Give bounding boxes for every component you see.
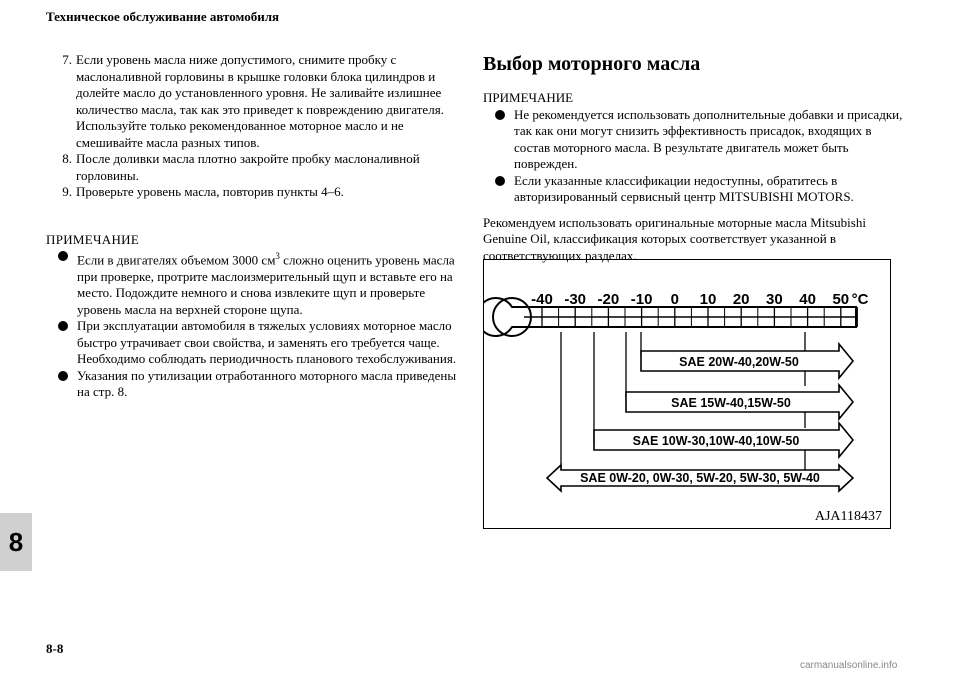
temperature-label: 0	[670, 291, 679, 308]
grade-label: SAE 20W-40,20W-50	[679, 355, 799, 369]
item-number: 7.	[62, 52, 72, 67]
right-column	[483, 52, 903, 264]
bullet-text: Если указанные классификации недоступны, обратитесь в авторизированный сервисный центр MITSUBISHI MOTORS.	[514, 172, 854, 204]
temperature-unit-label: °C	[851, 291, 869, 308]
bullet-icon	[46, 248, 68, 318]
temperature-labels	[531, 291, 849, 308]
bullet-icon	[483, 173, 505, 206]
grade-arrow-20w	[641, 344, 853, 378]
grade-arrow-15w	[626, 385, 853, 419]
grade-arrow-10w	[594, 423, 853, 457]
note-heading: ПРИМЕЧАНИЕ	[483, 90, 574, 105]
bullet-icon	[483, 107, 505, 173]
watermark-text: carmanualsonline.info	[800, 660, 898, 671]
note-bullet	[483, 107, 903, 173]
note-bullet	[46, 248, 466, 318]
list-item	[46, 151, 466, 184]
oil-viscosity-diagram	[483, 259, 891, 529]
note-bullet	[46, 368, 466, 401]
item-text: Проверьте уровень масла, повторив пункты 4–6.	[76, 184, 344, 199]
left-column	[46, 52, 466, 401]
running-header: Техническое обслуживание автомобиля	[46, 9, 280, 24]
note-bullet	[46, 318, 466, 351]
superscript: 3	[275, 251, 280, 261]
bullet-icon	[46, 368, 68, 401]
temperature-label: 50	[832, 291, 850, 308]
section-title: Выбор моторного масла	[483, 53, 701, 75]
list-item	[46, 52, 466, 151]
note-bullet	[483, 173, 903, 206]
grade-label: SAE 10W-30,10W-40,10W-50	[632, 434, 800, 448]
diagram-code: AJA118437	[814, 509, 882, 524]
recommendation-paragraph: Рекомендуем использовать оригинальные моторные масла Mitsubishi Genuine Oil, классификация которых соответствует указанной в соответствующих разделах.	[483, 214, 866, 263]
note-heading: ПРИМЕЧАНИЕ	[46, 231, 140, 247]
bullet-icon	[46, 318, 68, 351]
temperature-label: -10	[630, 291, 653, 308]
bullet-text: Не рекомендуется использовать дополнительные добавки и присадки, так как они могут снизить эффективность присадок, входящих в состав моторного масла. В результате двигатель может быть поврежден.	[514, 106, 903, 171]
page-number: 8-8	[46, 641, 64, 656]
item-number: 9.	[62, 184, 72, 199]
bullet-text: Если в двигателях объемом 3000 $см^3$ сложно оценить уровень масла при проверке, протрите маслоизмерительный щуп и вставьте его на место. Подождите немного и снова извлеките щуп и проверьте уровень масла на верхней стороне щупа.	[77, 251, 455, 317]
grade-label: SAE 15W-40,15W-50	[671, 396, 791, 410]
temperature-label: 30	[766, 291, 783, 308]
temperature-label: 40	[799, 291, 816, 308]
item-text: Если уровень масла ниже допустимого, снимите пробку с маслоналивной горловины в крышке головки блока цилиндров и долейте масло до установленного уровня. Не заливайте излишнее количество масла, так как это приведет к повреждению двигателя. Используйте только рекомендованное моторное масло и не смешивайте масла разных типов.	[76, 52, 444, 150]
bullet-text: Указания по утилизации отработанного моторного масла приведены на стр. 8.	[77, 367, 457, 400]
list-item	[46, 184, 466, 201]
item-text: После доливки масла плотно закройте пробку маслоналивной горловины.	[76, 151, 420, 183]
temperature-label: -30	[564, 291, 587, 308]
grade-label: SAE 0W-20, 0W-30, 5W-20, 5W-30, 5W-40	[580, 471, 820, 485]
chapter-tab: 8	[0, 513, 32, 571]
bullet-text: При эксплуатации автомобиля в тяжелых условиях моторное масло быстро утрачивает свои свойства, и заменять его требуется чаще.	[77, 318, 452, 350]
viscosity-chart-svg	[484, 260, 890, 528]
temperature-label: -20	[597, 291, 620, 308]
item-number: 8.	[62, 151, 72, 166]
temperature-label: 10	[699, 291, 717, 308]
temperature-label: -40	[531, 291, 553, 308]
temperature-label: 20	[732, 291, 750, 308]
note-extra-text: Необходимо соблюдать периодичность планового техобслуживания.	[77, 351, 457, 367]
grade-arrow-0w	[547, 465, 853, 491]
